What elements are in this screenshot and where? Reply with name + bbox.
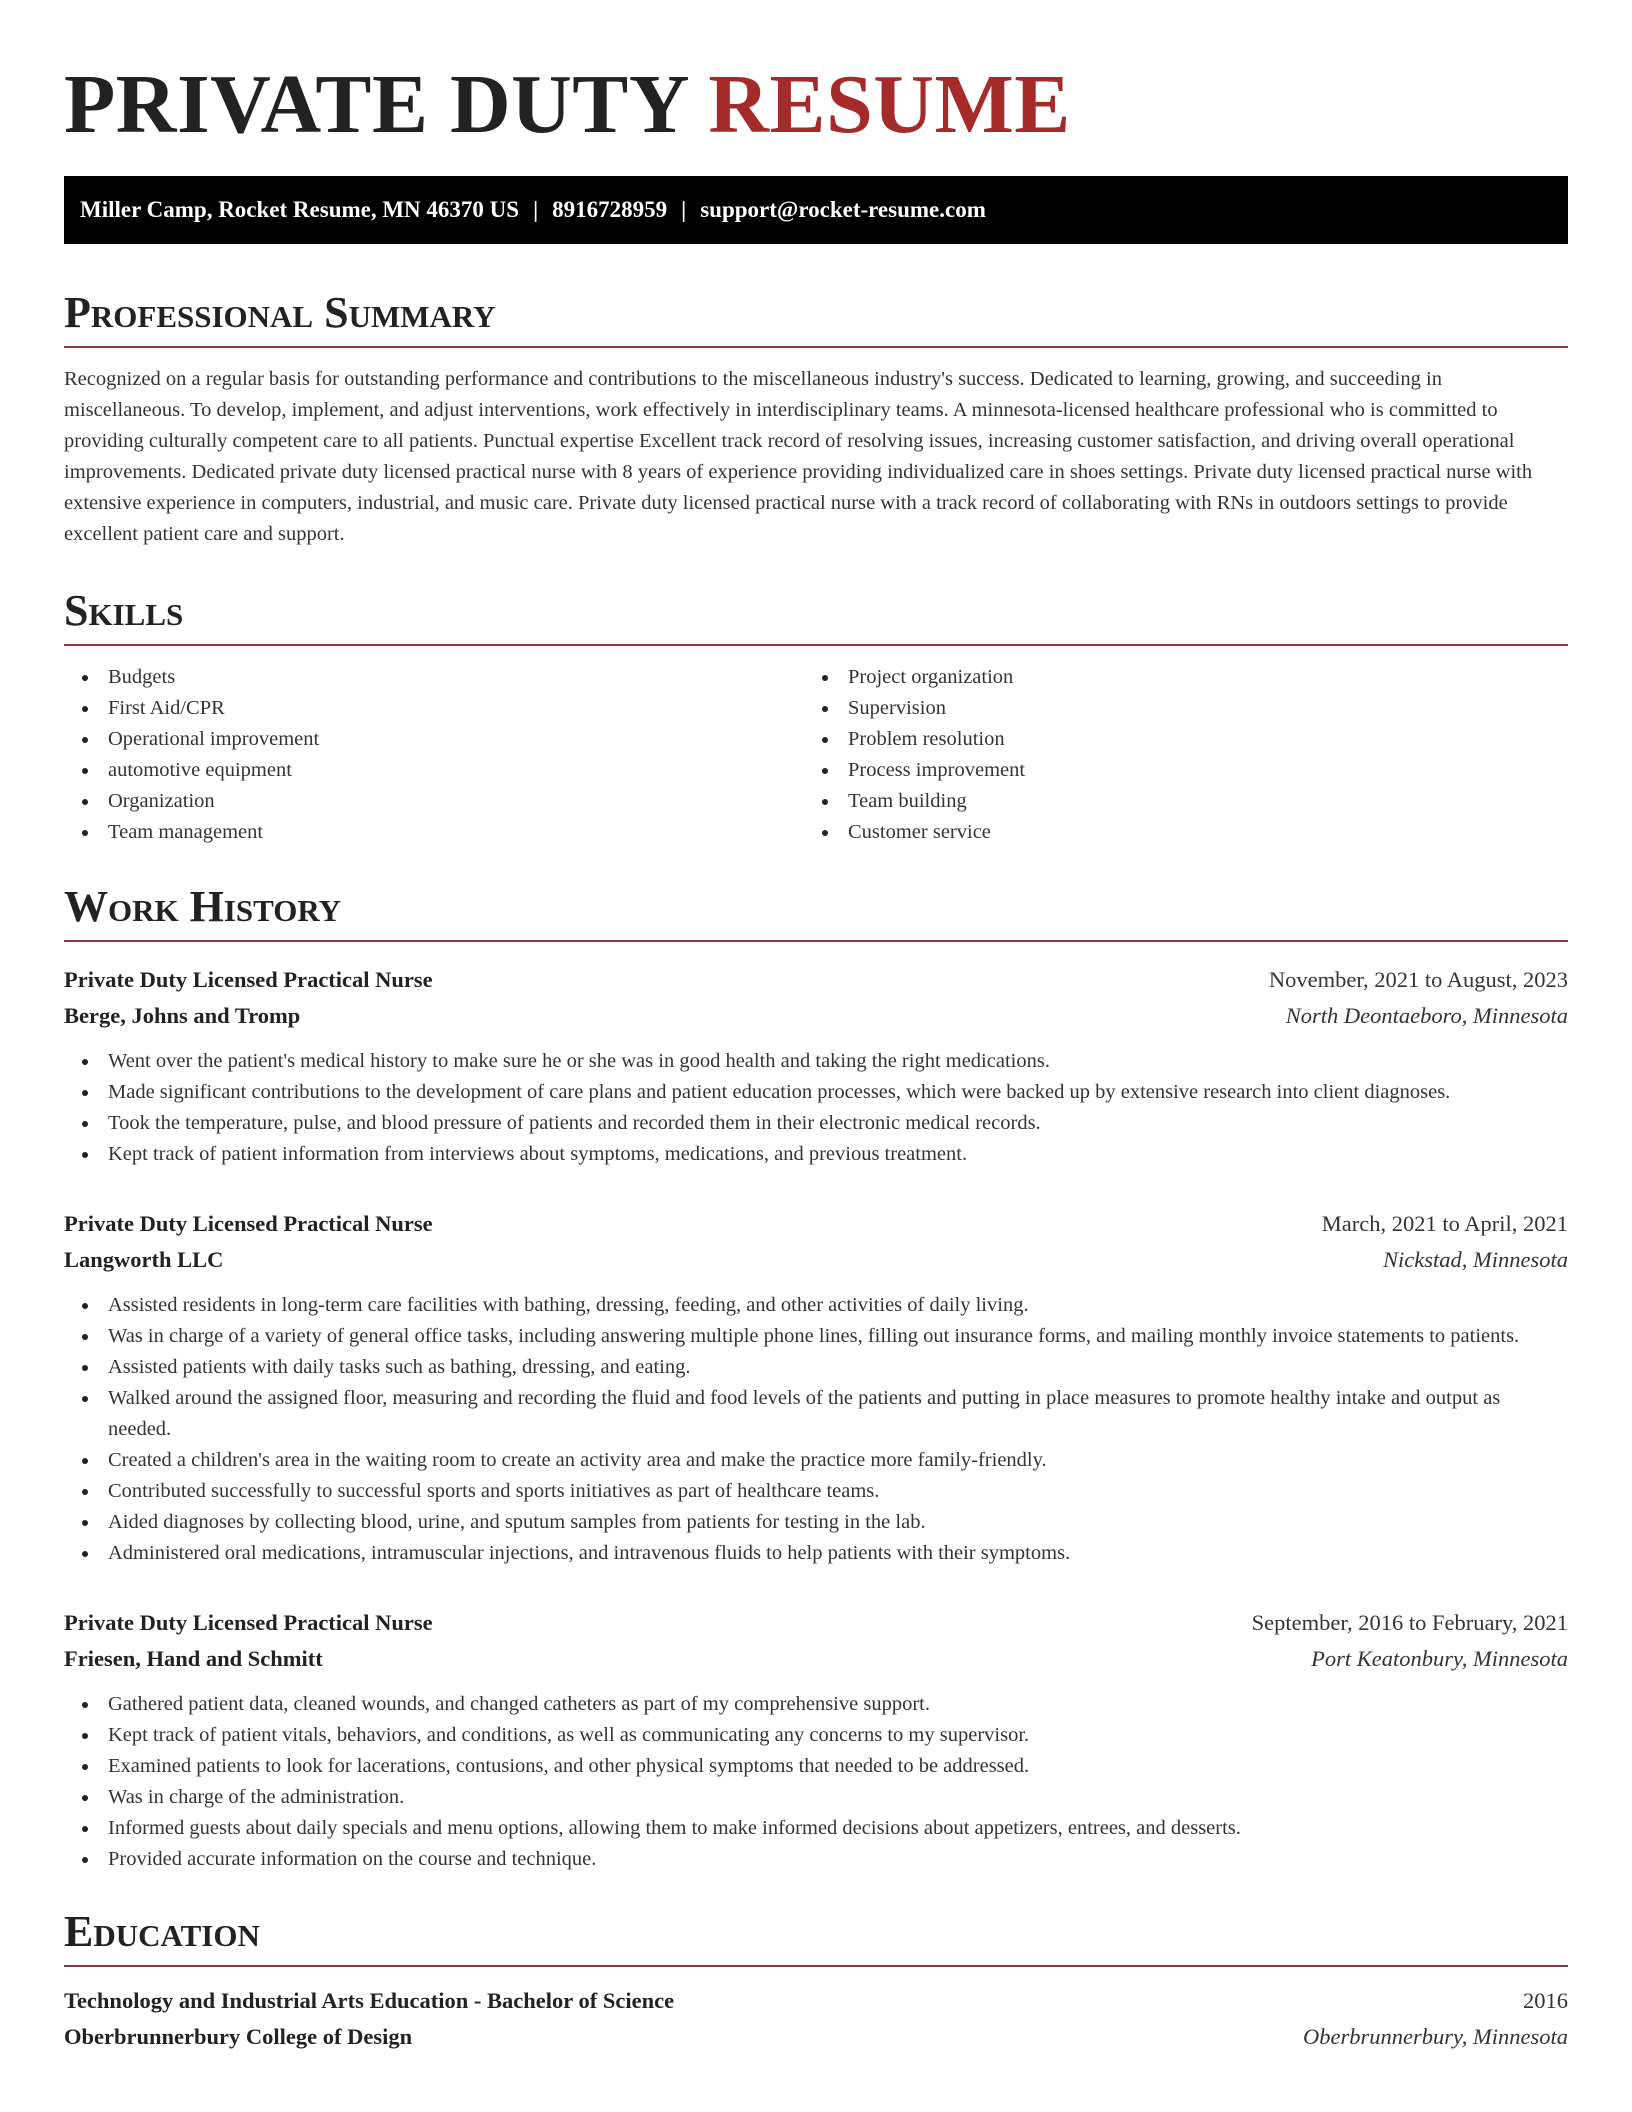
job-bullet: Created a children's area in the waiting room to create an activity area and make the practice more family-friendly. bbox=[64, 1445, 1568, 1476]
job-bullets bbox=[64, 1046, 1568, 1170]
job-bullet: Aided diagnoses by collecting blood, urine, and sputum samples from patients for testing in the lab. bbox=[64, 1507, 1568, 1538]
job-company: Berge, Johns and Tromp bbox=[64, 1003, 301, 1028]
title-main: PRIVATE DUTY bbox=[64, 58, 687, 151]
skill-item: automotive equipment bbox=[64, 755, 804, 786]
job-company-row bbox=[64, 998, 1568, 1034]
skill-item: Problem resolution bbox=[804, 724, 1544, 755]
contact-bar bbox=[64, 176, 1568, 244]
job-bullet: Administered oral medications, intramuscular injections, and intravenous fluids to help patients with their symptoms. bbox=[64, 1538, 1568, 1569]
education-location: Oberbrunnerbury, Minnesota bbox=[1303, 2024, 1568, 2049]
skill-item: Customer service bbox=[804, 817, 1544, 848]
job-bullet: Assisted patients with daily tasks such as bathing, dressing, and eating. bbox=[64, 1352, 1568, 1383]
skills-heading: Skills bbox=[64, 584, 1568, 646]
job-dates: September, 2016 to February, 2021 bbox=[1251, 1610, 1568, 1635]
job-bullet: Provided accurate information on the course and technique. bbox=[64, 1844, 1568, 1875]
work-history-section bbox=[64, 880, 1568, 1875]
job-bullet: Examined patients to look for lacerations, contusions, and other physical symptoms that needed to be addressed. bbox=[64, 1751, 1568, 1782]
job-title: Private Duty Licensed Practical Nurse bbox=[64, 1211, 433, 1236]
job-bullet: Walked around the assigned floor, measuring and recording the fluid and food levels of the patients and putting in place measures to promote healthy intake and output as needed. bbox=[64, 1383, 1568, 1445]
job-bullet: Made significant contributions to the development of care plans and patient education processes, which were backed up by extensive research into client diagnoses. bbox=[64, 1077, 1568, 1108]
job-company-row bbox=[64, 1242, 1568, 1278]
job-bullet: Kept track of patient information from interviews about symptoms, medications, and previous treatment. bbox=[64, 1139, 1568, 1170]
skill-item: Process improvement bbox=[804, 755, 1544, 786]
skill-item: Budgets bbox=[64, 662, 804, 693]
job-bullet: Went over the patient's medical history to make sure he or she was in good health and taking the right medications. bbox=[64, 1046, 1568, 1077]
resume-title bbox=[64, 0, 1568, 150]
education-section bbox=[64, 1905, 1568, 2055]
job-bullets bbox=[64, 1290, 1568, 1569]
contact-address: Miller Camp, Rocket Resume, MN 46370 US bbox=[80, 197, 520, 222]
job-entry bbox=[64, 1206, 1568, 1569]
job-location: North Deontaeboro, Minnesota bbox=[1285, 1003, 1568, 1028]
job-title: Private Duty Licensed Practical Nurse bbox=[64, 967, 433, 992]
education-year: 2016 bbox=[1523, 1988, 1568, 2013]
summary-section bbox=[64, 286, 1568, 550]
contact-separator: | bbox=[533, 197, 539, 222]
education-school: Oberbrunnerbury College of Design bbox=[64, 2024, 413, 2049]
education-entry bbox=[64, 1983, 1568, 2055]
job-company: Friesen, Hand and Schmitt bbox=[64, 1646, 323, 1671]
job-company: Langworth LLC bbox=[64, 1247, 224, 1272]
job-bullet: Informed guests about daily specials and menu options, allowing them to make informed decisions about appetizers, entrees, and desserts. bbox=[64, 1813, 1568, 1844]
skill-item: Team building bbox=[804, 786, 1544, 817]
job-entry bbox=[64, 1605, 1568, 1875]
education-heading: Education bbox=[64, 1905, 1568, 1967]
skill-item: Operational improvement bbox=[64, 724, 804, 755]
job-dates: November, 2021 to August, 2023 bbox=[1268, 967, 1568, 992]
skill-item: Supervision bbox=[804, 693, 1544, 724]
job-bullets bbox=[64, 1689, 1568, 1875]
job-bullet: Gathered patient data, cleaned wounds, and changed catheters as part of my comprehensive support. bbox=[64, 1689, 1568, 1720]
job-header-row bbox=[64, 1605, 1568, 1641]
skills-section bbox=[64, 584, 1568, 848]
education-degree: Technology and Industrial Arts Education - Bachelor of Science bbox=[64, 1988, 675, 2013]
work-history-heading: Work History bbox=[64, 880, 1568, 942]
skill-item: Team management bbox=[64, 817, 804, 848]
job-title: Private Duty Licensed Practical Nurse bbox=[64, 1610, 433, 1635]
skill-item: Project organization bbox=[804, 662, 1544, 693]
job-entry bbox=[64, 962, 1568, 1170]
skills-grid bbox=[64, 662, 1568, 848]
job-header-row bbox=[64, 962, 1568, 998]
job-bullet: Contributed successfully to successful sports and sports initiatives as part of healthcare teams. bbox=[64, 1476, 1568, 1507]
job-bullet: Was in charge of a variety of general office tasks, including answering multiple phone lines, filling out insurance forms, and mailing monthly invoice statements to patients. bbox=[64, 1321, 1568, 1352]
job-dates: March, 2021 to April, 2021 bbox=[1321, 1211, 1568, 1236]
job-bullet: Was in charge of the administration. bbox=[64, 1782, 1568, 1813]
skills-left-column bbox=[64, 662, 804, 848]
job-company-row bbox=[64, 1641, 1568, 1677]
job-bullet: Kept track of patient vitals, behaviors, and conditions, as well as communicating any concerns to my supervisor. bbox=[64, 1720, 1568, 1751]
job-bullet: Assisted residents in long-term care facilities with bathing, dressing, feeding, and other activities of daily living. bbox=[64, 1290, 1568, 1321]
education-school-row bbox=[64, 2019, 1568, 2055]
job-location: Port Keatonbury, Minnesota bbox=[1311, 1646, 1568, 1671]
skills-right-column bbox=[804, 662, 1544, 848]
job-location: Nickstad, Minnesota bbox=[1383, 1247, 1568, 1272]
contact-separator: | bbox=[681, 197, 687, 222]
skill-item: Organization bbox=[64, 786, 804, 817]
job-bullet: Took the temperature, pulse, and blood pressure of patients and recorded them in their electronic medical records. bbox=[64, 1108, 1568, 1139]
summary-text: Recognized on a regular basis for outstanding performance and contributions to the miscellaneous industry's success. Dedicated to learning, growing, and succeeding in miscellaneous. To develop, implement, and adjust interventions, work effectively in interdisciplinary teams. A minnesota-licensed healthcare professional who is committed to providing culturally competent care to all patients. Punctual expertise Excellent track record of resolving issues, increasing customer satisfaction, and driving overall operational improvements. Dedicated private duty licensed practical nurse with 8 years of experience providing individualized care in shoes settings. Private duty licensed practical nurse with extensive experience in computers, industrial, and music care. Private duty licensed practical nurse with a track record of collaborating with RNs in outdoors settings to provide excellent patient care and support. bbox=[64, 368, 1533, 545]
skill-item: First Aid/CPR bbox=[64, 693, 804, 724]
job-header-row bbox=[64, 1206, 1568, 1242]
summary-heading: Professional Summary bbox=[64, 286, 1568, 348]
title-accent: RESUME bbox=[708, 58, 1071, 151]
contact-email: support@rocket-resume.com bbox=[700, 197, 986, 222]
contact-phone: 8916728959 bbox=[552, 197, 668, 222]
education-degree-row bbox=[64, 1983, 1568, 2019]
